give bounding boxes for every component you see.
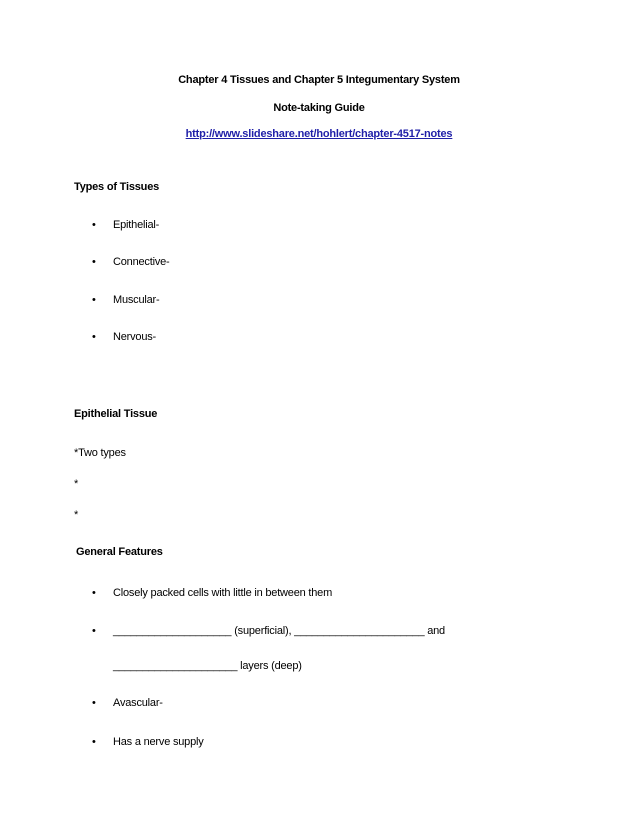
list-item-text: Connective- [113, 256, 170, 268]
document-title: Chapter 4 Tissues and Chapter 5 Integumentary System [178, 74, 460, 86]
bullet-icon: • [92, 219, 96, 231]
document-subtitle: Note-taking Guide [273, 102, 365, 114]
list-item-text: Nervous- [113, 331, 157, 343]
type-blank-1: * [74, 478, 79, 490]
list-item-text: Epithelial- [113, 219, 160, 231]
list-item-text: ____________________ (superficial), ______________________ and [113, 625, 445, 637]
types-of-tissues-heading: Types of Tissues [74, 181, 160, 193]
bullet-icon: • [92, 587, 96, 599]
bullet-icon: • [92, 736, 96, 748]
bullet-icon: • [92, 625, 96, 637]
bullet-icon: • [92, 256, 96, 268]
general-features-heading: General Features [76, 546, 163, 558]
bullet-icon: • [92, 294, 96, 306]
source-link[interactable]: http://www.slideshare.net/hohlert/chapter-4517-notes [185, 128, 453, 140]
bullet-icon: • [92, 697, 96, 709]
list-item-continuation: _____________________ layers (deep) [113, 660, 302, 672]
list-item-text: Avascular- [113, 697, 163, 709]
epithelial-tissue-heading: Epithelial Tissue [74, 408, 158, 420]
list-item-text: Has a nerve supply [113, 736, 204, 748]
two-types-label: *Two types [74, 447, 126, 459]
list-item-text: Closely packed cells with little in between them [113, 587, 333, 599]
bullet-icon: • [92, 331, 96, 343]
list-item-text: Muscular- [113, 294, 160, 306]
type-blank-2: * [74, 509, 79, 521]
